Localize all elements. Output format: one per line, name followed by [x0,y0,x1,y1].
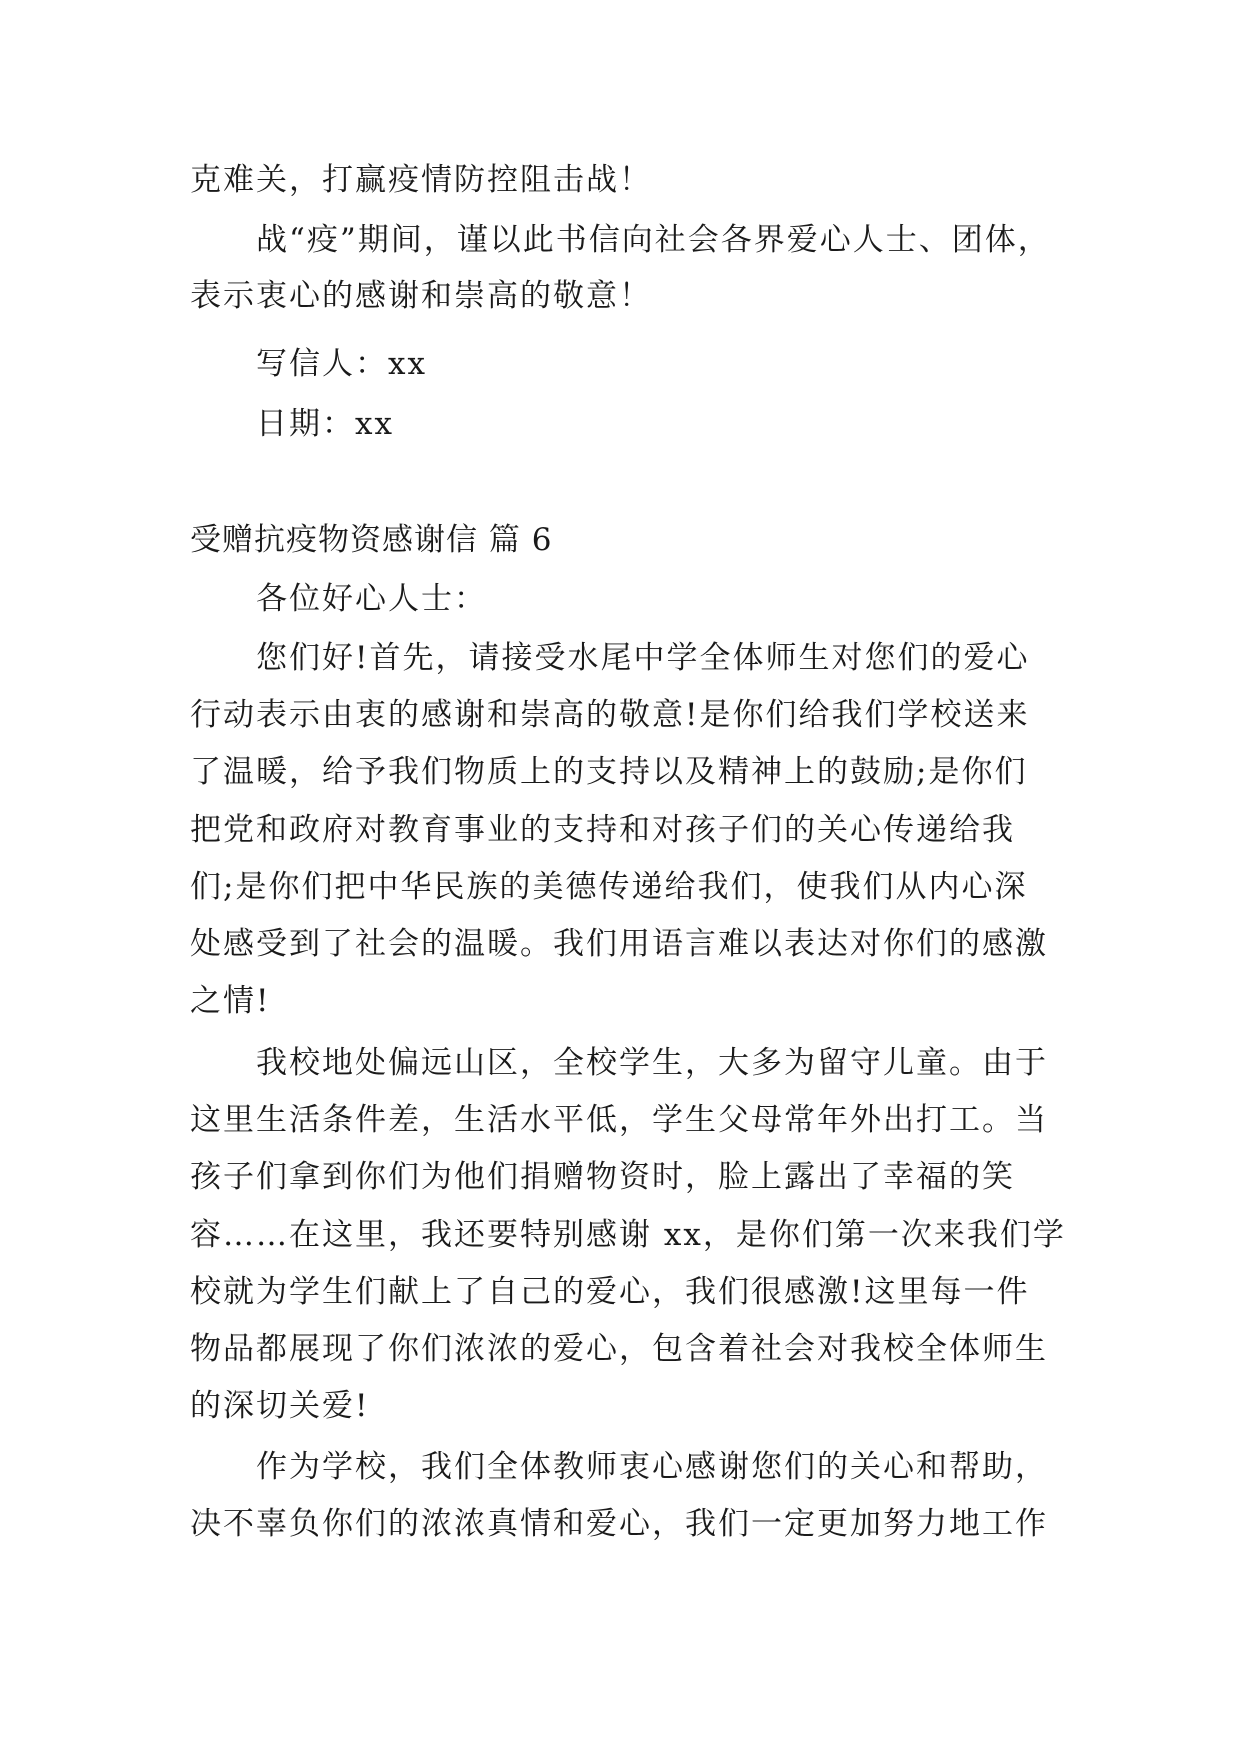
paragraph-5-line-1: 作为学校，我们全体教师衷心感谢您们的关心和帮助， [256,1449,1048,1485]
signature-writer: 写信人：xx [256,346,427,382]
paragraph-3-line-1: 您们好!首先，请接受水尾中学全体师生对您们的爱心 [256,640,1030,676]
paragraph-4-line-2: 这里生活条件差，生活水平低，学生父母常年外出打工。当 [190,1102,1048,1138]
paragraph-4-line-5: 校就为学生们献上了自己的爱心，我们很感激!这里每一件 [190,1274,1030,1310]
paragraph-4-line-4: 容……在这里，我还要特别感谢 xx，是你们第一次来我们学 [190,1217,1066,1253]
paragraph-3-line-2: 行动表示由衷的感谢和崇高的敬意!是你们给我们学校送来 [190,697,1030,733]
section-heading: 受赠抗疫物资感谢信 篇 6 [190,522,553,558]
paragraph-3-line-3: 了温暖，给予我们物质上的支持以及精神上的鼓励;是你们 [190,754,1028,790]
paragraph-2-line-1: 战“疫”期间，谨以此书信向社会各界爱心人士、团体， [256,222,1051,258]
paragraph-4-line-7: 的深切关爱! [190,1388,370,1424]
paragraph-4-line-6: 物品都展现了你们浓浓的爱心，包含着社会对我校全体师生 [190,1331,1048,1367]
paragraph-4-line-3: 孩子们拿到你们为他们捐赠物资时，脸上露出了幸福的笑 [190,1159,1015,1195]
paragraph-5-line-2: 决不辜负你们的浓浓真情和爱心，我们一定更加努力地工作 [190,1506,1048,1542]
paragraph-3-line-7: 之情! [190,983,271,1019]
paragraph-3-line-5: 们;是你们把中华民族的美德传递给我们，使我们从内心深 [190,869,1028,905]
paragraph-2-line-2: 表示衷心的感谢和崇高的敬意！ [190,278,652,314]
signature-date: 日期：xx [256,406,394,442]
salutation: 各位好心人士： [256,581,487,617]
paragraph-3-line-4: 把党和政府对教育事业的支持和对孩子们的关心传递给我 [190,812,1015,848]
paragraph-3-line-6: 处感受到了社会的温暖。我们用语言难以表达对你们的感激 [190,926,1048,962]
paragraph-4-line-1: 我校地处偏远山区，全校学生，大多为留守儿童。由于 [256,1045,1048,1081]
paragraph-1-line-1: 克难关，打赢疫情防控阻击战！ [190,162,652,198]
